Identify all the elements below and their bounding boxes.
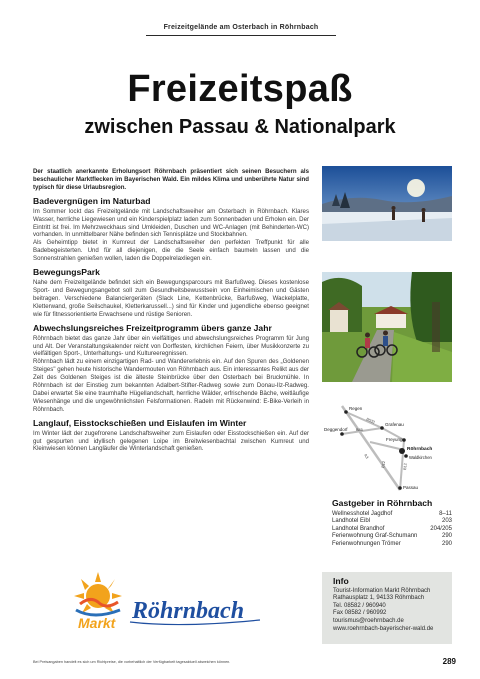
host-page: 204/205	[430, 525, 452, 532]
section-heading: Badevergnügen im Naturbad	[33, 195, 151, 206]
host-page: 8–11	[439, 510, 452, 517]
location-map	[322, 398, 452, 496]
price-footnote: Bei Preisangaben handelt es sich um Richtpreise, die vorbehaltlich der Verfügbarkeit tagesaktuell abweichen können.	[33, 660, 231, 664]
map-label: Freyung	[386, 437, 403, 442]
host-name: Landhotel Brandhof	[332, 525, 385, 532]
markt-roehrnbach-logo	[60, 566, 266, 636]
host-page: 290	[441, 533, 452, 540]
host-row	[322, 533, 452, 541]
map-point	[404, 454, 408, 458]
road-label: B85	[356, 428, 363, 432]
host-name: Ferienwohnungen Trömer	[332, 540, 401, 547]
section-kicker: Freizeitgelände am Osterbach in Röhrnbach	[163, 24, 319, 31]
info-line: Tourist-Information Markt Röhrnbach	[333, 587, 431, 594]
cycling-photo	[322, 272, 452, 382]
map-label: Regen	[349, 406, 363, 411]
page-subtitle: zwischen Passau & Nationalpark	[84, 116, 396, 138]
section-heading: Abwechslungsreiches Freizeitprogramm übers ganze Jahr	[33, 322, 272, 333]
hosts-title: Gastgeber in Röhrnbach	[332, 498, 433, 508]
page-number: 289	[442, 657, 456, 666]
road-label: B12	[381, 460, 387, 469]
host-name: Wellnesshotel Jagdhof	[332, 510, 393, 517]
road-label: B12	[403, 462, 408, 471]
info-line: Rathausplatz 1, 94133 Röhrnbach	[333, 595, 425, 602]
host-page: 203	[441, 518, 452, 525]
page-title: Freizeitspaß	[127, 68, 353, 110]
section-paragraph: Im Sommer lockt das Freizeitgelände mit Landschaftsweiher am Osterbach in Röhrnbach. Klares Wasser, herrliche Liegewiesen und ein Kinderspielplatz laden zum Sonnenbaden und Erholen ein. Der Eintritt ist frei. Im Mehrzweckhaus sind Umkleiden, Duschen und WC-Anlagen (mit Behinderten-WC) vorhanden. In unmittelbarer Nähe befinden sich Tennisplätze und Stockbahnen.	[33, 207, 309, 239]
host-row	[322, 526, 452, 534]
map-point	[344, 410, 348, 414]
section-paragraph: Röhrnbach bietet das ganze Jahr über ein vielfältiges und abwechslungsreiches Programm für Jung und Alt. Der Veranstaltungskalender reicht von Dorffesten, kirchlichen Feiern, über Musikkonzerte zu vielfältigen Sport-, Unterhaltungs- und Kultureeregnissen.	[33, 334, 309, 358]
info-box	[322, 572, 452, 644]
info-website-link[interactable]: www.roehrnbach-bayerischer-wald.de	[333, 625, 434, 632]
logo-word-roehrnbach: Röhrnbach	[132, 598, 245, 624]
road-label: A3	[363, 453, 370, 460]
section-paragraph: Im Winter lädt der zugefrorene Landschaftsweiher zum Eislaufen oder Eisstockschießen ein. Auf der gut gespurten und idyllisch gelegenen Loipe im Breitwiesenbachtal zwischen Kumreut und Kleinwiesen können Langläufer die Winterlandschaft genießen.	[33, 429, 309, 453]
map-point	[398, 486, 402, 490]
host-row	[322, 541, 452, 549]
info-line: Fax 08582 / 960992	[333, 610, 387, 617]
host-row	[322, 511, 452, 519]
info-line: Tel. 08582 / 960940	[333, 602, 386, 609]
section-heading: Langlauf, Eisstockschießen und Eislaufen im Winter	[33, 417, 247, 428]
sun-icon	[74, 572, 122, 615]
hosts-box	[322, 500, 452, 576]
map-label: Waldkirchen	[409, 455, 432, 460]
info-email-link[interactable]: tourismus@roehrnbach.de	[333, 617, 404, 624]
intro-text: Der staatlich anerkannte Erholungsort Röhrnbach präsentiert sich seinen Besuchern als beschaulicher Marktflecken im Bayerischen Wald. Ein mildes Klima und unberührte Natur sind typisch für diese Urlaubsregion.	[33, 168, 309, 191]
map-label: Passau	[403, 485, 419, 490]
section-heading: BewegungsPark	[33, 267, 100, 278]
host-name: Ferienwohnung Graf-Schumann	[332, 533, 418, 540]
logo-word-markt: Markt	[78, 615, 116, 631]
map-label: Röhrnbach	[407, 447, 433, 452]
host-name: Landhotel Eibl	[332, 518, 371, 525]
section-paragraph: Röhrnbach lädt zu einem einzigartigen Rad- und Wandererlebnis ein. Auf den Spuren des „Goldenen Steiges" gehen heute historische Wandermouten von Röhrnbach aus. Ein interessantes Relikt aus der Zeit des Goldenen Steiges ist die älteste Steinbrücke über den Osterbach bei Bruckmühle. In Röhrnbach ist der Einstieg zum bekannten Adalbert-Stifter-Radweg sowie zum Donau-Ilz-Radweg. Dabei erwartet Sie eine traumhafte Hügellandschaft, herrliche Wälder, erfrischende Bäche, weitläufige Wiesenhänge und die ungewöhnlichsten Felsformationen. Radeln mit Rückenwind: E-Bike-Verleih in Röhrnbach.	[33, 358, 309, 413]
section-paragraph: Als Geheimtipp bietet in Kumreut der Landschaftsweiher den perfekten Treffpunkt für alle Badebegeisterten. Und für all diejenigen, die die Seele einfach baumeln lassen und die Sonnenstrahlen genießen wollen, laden die Doppelrelaxliegen ein.	[33, 239, 309, 263]
map-label: Grafenau	[385, 422, 404, 427]
section-paragraph: Nahe dem Freizeitgelände befindet sich ein Bewegungsparcours mit Barfußweg. Dieses kostenlose Sport- und Bewegungsangebot soll zum Gesundheitsbewusstsein von Einheimischen und Gästen beitragen. Verschiedene Balanciergeräten (Slack Line, Kettenbrücke, Barfußweg, Wackelplatte, Kletterwand, große Seilschaukel, Kletterkarussell...) sind für Kinder und jugendliche ebenso geeignet wie für fitnessorientierte Erwachsene und rüstige Senioren.	[33, 279, 309, 318]
winter-lake-photo	[322, 166, 452, 241]
map-point	[340, 432, 344, 436]
host-page: 290	[441, 540, 452, 547]
roehrnbach-marker	[399, 448, 405, 454]
info-title: Info	[333, 576, 349, 586]
map-point	[402, 438, 406, 442]
road-label: B533	[365, 417, 376, 425]
map-label: Deggendorf	[324, 427, 348, 432]
host-row	[322, 518, 452, 526]
article-body	[33, 168, 309, 453]
kicker-rule	[146, 35, 336, 36]
map-point	[380, 426, 384, 430]
